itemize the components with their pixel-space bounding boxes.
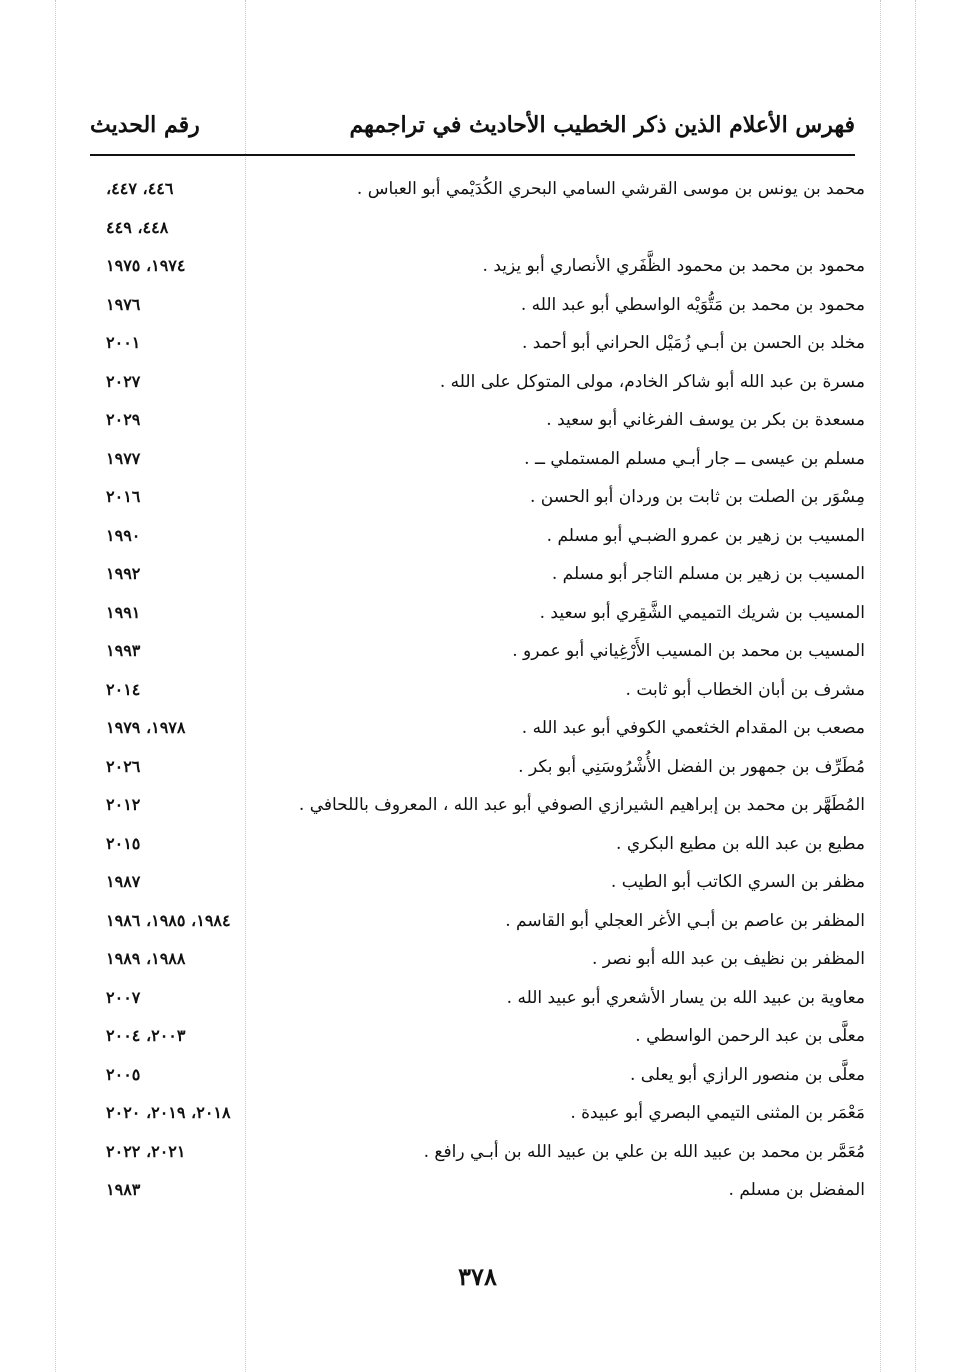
hadith-numbers: ٢٠١٥: [106, 833, 141, 853]
index-entry: [100, 597, 865, 636]
person-name: معاوية بن عبيد الله بن يسار الأشعري أبو عبيد الله .: [506, 987, 865, 1008]
index-entry: [100, 828, 865, 867]
hadith-numbers: ١٩٩٢: [106, 564, 141, 583]
person-name: المُطَهَّر بن محمد بن إبراهيم الشيرازي الصوفي أبو عبد الله ، المعروف باللحافي .: [298, 795, 865, 815]
hadith-numbers: ١٩٧٧: [106, 448, 141, 468]
page-number: ٣٧٨: [458, 1262, 497, 1291]
page-header: [90, 108, 855, 152]
hadith-numbers: ٢٠١٢: [106, 795, 141, 814]
hadith-numbers: ٤٤٦، ٤٤٧،: [106, 179, 174, 198]
person-name: محمود بن محمد بن محمود الظَّفَري الأنصاري أبو يزيد .: [482, 256, 865, 276]
person-name: المظفر بن عاصم بن أبـي الأغر العجلي أبو القاسم .: [505, 910, 865, 931]
hadith-numbers: ٢٠٢٩: [106, 410, 141, 429]
hadith-numbers: ١٩٨٣: [106, 1180, 141, 1199]
person-name: مسرة بن عبد الله أبو شاكر الخادم، مولى المتوكل على الله .: [439, 371, 865, 392]
index-entry: [100, 1097, 865, 1136]
index-entry: [100, 905, 865, 944]
hadith-numbers: ٢٠٠٧: [106, 987, 141, 1007]
index-title: فهرس الأعلام الذين ذكر الخطيب الأحاديث في تراجمهم: [349, 112, 855, 138]
index-entry: [100, 1059, 865, 1098]
index-entry: [100, 327, 865, 366]
person-name: المسيب بن شريك التميمي الشَّقِري أبو سعيد .: [539, 602, 865, 623]
index-entry: [100, 250, 865, 289]
person-name: مسعدة بن بكر بن يوسف الفرغاني أبو سعيد .: [546, 410, 865, 430]
hadith-numbers: ٢٠٢٦: [106, 756, 141, 776]
person-name: معلَّى بن منصور الرازي أبو يعلى .: [629, 1064, 865, 1085]
person-name: محمود بن محمد بن مَتُّوَيْه الواسطي أبو عبد الله .: [520, 294, 865, 315]
hadith-numbers: ٢٠٠٥: [106, 1064, 141, 1084]
hadith-numbers: ١٩٧٤، ١٩٧٥: [106, 256, 186, 275]
header-rule: [90, 154, 855, 156]
hadith-numbers: ٢٠٠٣، ٢٠٠٤: [106, 1026, 186, 1045]
hadith-numbers: ١٩٩١: [106, 602, 141, 622]
person-name: محمد بن يونس بن موسى القرشي السامي البحري الكُدَيْمي أبو العباس .: [356, 179, 865, 199]
index-entry: [100, 1174, 865, 1213]
index-entry: [100, 1136, 865, 1175]
person-name: مشرف بن أبان الخطاب أبو ثابت .: [625, 679, 865, 700]
hadith-numbers: ٢٠٢٧: [106, 371, 141, 391]
hadith-numbers: ٢٠١٦: [106, 487, 141, 506]
hadith-numbers: ١٩٨٤، ١٩٨٥، ١٩٨٦: [106, 910, 231, 930]
index-entry: [100, 751, 865, 790]
hadith-numbers: ١٩٧٨، ١٩٧٩: [106, 718, 186, 737]
person-name: مسلم بن عيسى ــ جار أبـي مسلم المستملي ــ .: [524, 448, 865, 469]
person-name: المظفر بن نظيف بن عبد الله أبو نصر .: [592, 949, 865, 969]
hadith-numbers: ٢٠١٤: [106, 679, 141, 699]
person-name: معلَّى بن عبد الرحمن الواسطي .: [635, 1026, 865, 1046]
index-entry: [100, 866, 865, 905]
index-entry: [100, 404, 865, 443]
person-name: المفضل بن مسلم .: [728, 1180, 865, 1200]
index-list: [100, 173, 865, 1213]
index-entry: [100, 982, 865, 1021]
index-entry: [100, 289, 865, 328]
hadith-numbers: ١٩٩٠: [106, 525, 141, 545]
hadith-numbers: ٢٠٠١: [106, 333, 141, 352]
index-entry: [100, 943, 865, 982]
person-name: مِسْوَر بن الصلت بن ثابت بن وردان أبو الحسن .: [529, 487, 865, 507]
person-name: مُعَمَّر بن محمد بن عبيد الله بن علي بن عبيد الله بن أبـي رافع .: [423, 1141, 865, 1162]
index-entry: [100, 712, 865, 751]
hadith-numbers: ١٩٨٨، ١٩٨٩: [106, 949, 186, 968]
margin-guide: [880, 0, 881, 1372]
hadith-numbers: ٢٠٢١، ٢٠٢٢: [106, 1141, 186, 1161]
person-name: مصعب بن المقدام الخثعمي الكوفي أبو عبد الله .: [521, 718, 865, 738]
person-name: المسيب بن زهير بن عمرو الضبـي أبو مسلم .: [546, 525, 865, 546]
index-entry: [100, 674, 865, 713]
margin-guide: [55, 0, 56, 1372]
index-entry: [100, 1020, 865, 1059]
hadith-number-heading: رقم الحديث: [90, 112, 200, 138]
index-entry: [100, 481, 865, 520]
person-name: مُطَرِّف بن جمهور بن الفضل الأُشْرُوسَنِي أبو بكر .: [518, 756, 865, 777]
index-entry: [100, 366, 865, 405]
index-entry: [100, 443, 865, 482]
index-entry: [100, 558, 865, 597]
hadith-numbers: ١٩٩٣: [106, 641, 141, 660]
hadith-numbers: ٢٠١٨، ٢٠١٩، ٢٠٢٠: [106, 1103, 231, 1122]
hadith-numbers: ٤٤٨، ٤٤٩: [106, 217, 169, 237]
margin-guide: [915, 0, 916, 1372]
index-entry: [100, 635, 865, 674]
hadith-numbers: ١٩٧٦: [106, 294, 141, 314]
person-name: مَعْمَر بن المثنى التيمي البصري أبو عبيدة .: [570, 1103, 865, 1123]
person-name: مخلد بن الحسن بن أبـي زُمَيْل الحراني أبو أحمد .: [521, 333, 865, 353]
person-name: المسيب بن محمد بن المسيب الأَرْغِياني أبو عمرو .: [512, 641, 865, 661]
index-entry: [100, 520, 865, 559]
person-name: مطيع بن عبد الله بن مطيع البكري .: [616, 833, 865, 854]
person-name: مظفر بن السري الكاتب أبو الطيب .: [610, 872, 865, 892]
hadith-numbers: ١٩٨٧: [106, 872, 141, 891]
index-entry: [100, 212, 865, 251]
index-entry: [100, 173, 865, 212]
index-entry: [100, 789, 865, 828]
person-name: المسيب بن زهير بن مسلم التاجر أبو مسلم .: [551, 564, 865, 584]
